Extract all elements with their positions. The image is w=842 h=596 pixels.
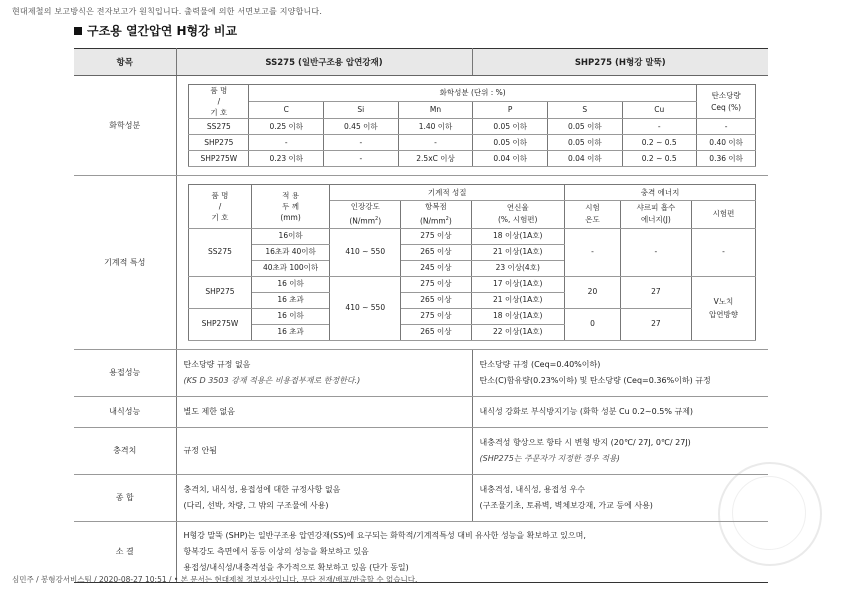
impact-group-head: 충격 에너지 xyxy=(564,185,755,201)
chem-row xyxy=(74,76,768,176)
yield-head: 항복점 $(N/mm^2)$ xyxy=(401,201,472,229)
header-row xyxy=(74,49,768,76)
mech-label: 기계적 특성 xyxy=(74,176,176,350)
conclusion-label: 소 결 xyxy=(74,521,176,582)
impact-row xyxy=(74,427,768,474)
top-notice: 현대제철의 보고방식은 전자보고가 원칙입니다. 출력물에 의한 서면보고를 지양합니다. xyxy=(12,7,323,16)
mech-shp275-row-2: 16 초과 265 이상 21 이상(1A호) xyxy=(189,292,756,308)
specimen-vnotch: V노치 압연방향 xyxy=(691,276,756,340)
mech-ss275-row-2: 16초과 40이하 265 이상 21 이상(1A호) xyxy=(189,244,756,260)
weld-label: 용접성능 xyxy=(74,349,176,396)
tensile-head: 인장강도 $(N/mm^2)$ xyxy=(330,201,401,229)
weld-row xyxy=(74,349,768,396)
corrosion-shp275: 내식성 강화로 부식방지기능 (화학 성분 Cu 0.2~0.5% 규제) xyxy=(472,396,768,427)
conclusion-text: H형강 말뚝 (SHP)는 일반구조용 압연강재(SS)에 요구되는 화학적/기계적특성 대비 유사한 성능을 확보하고 있으며, 항복강도 측면에서 동등 이상의 성능을 확보하고 있음 용접성/내식성/내충격성을 추가적으로 확보하고 있음 (단가 동일) xyxy=(176,521,768,582)
chem-el-si: Si xyxy=(324,102,399,119)
mech-thick-head: 적 용 두 께 (mm) xyxy=(251,185,330,229)
mech-table xyxy=(188,184,756,341)
chem-row-shp275w: SHP275W 0.23 이하 - 2.5xC 이상 0.04 이하 0.04 이하 0.2 ~ 0.5 0.36 이하 xyxy=(189,151,756,167)
corrosion-row xyxy=(74,396,768,427)
chem-grade-head: 품 명 / 기 호 xyxy=(189,85,249,119)
mech-cell xyxy=(176,176,768,350)
chem-group-head: 화학성분 (단위 : %) xyxy=(249,85,696,102)
mech-ss275-row-1: SS275 16이하 410 ~ 550 275 이상 18 이상(1A호) - - - xyxy=(189,228,756,244)
square-bullet-icon xyxy=(74,27,82,35)
chem-cell xyxy=(176,76,768,176)
chem-row-ss275: SS275 0.25 이하 0.45 이하 1.40 이하 0.05 이하 0.05 이하 - - xyxy=(189,119,756,135)
conclusion-row xyxy=(74,521,768,582)
chem-el-c: C xyxy=(249,102,324,119)
weld-shp275: 탄소당량 규정 (Ceq=0.40%이하) 탄소(C)함유량(0.23%이하) 및 탄소당량 (Ceq=0.36%이하) 규정 xyxy=(472,349,768,396)
specimen-head: 시험편 xyxy=(691,201,756,229)
mech-shp275-row-1: SHP275 16 이하 410 ~ 550 275 이상 17 이상(1A호) 20 27 V노치 압연방향 xyxy=(189,276,756,292)
mech-grade-head: 품 명 / 기 호 xyxy=(189,185,251,229)
page-title-text: 구조용 열간압연 H형강 비교 xyxy=(87,24,238,38)
chem-el-cu: Cu xyxy=(622,102,696,119)
footer-note: 심민주 / 봉형강서비스팀 / 2020-08-27 10:51 / • 본 문서는 현대제철 정보자산입니다. 무단 전재/배포/반출할 수 없습니다. xyxy=(12,575,418,584)
mech-shp275w-row-2: 16 초과 265 이상 22 이상(1A호) xyxy=(189,324,756,340)
charpy-head: 샤르피 흡수 에너지(J) xyxy=(621,201,692,229)
header-item: 항목 xyxy=(74,49,176,76)
summary-row xyxy=(74,474,768,521)
summary-ss275: 충격치, 내식성, 용접성에 대한 규정사항 없음 (다리, 선박, 차량, 그 밖의 구조물에 사용) xyxy=(176,474,472,521)
summary-shp275: 내충격성, 내식성, 용접성 우수 (구조물기초, 토류벽, 벽체보강재, 가교 등에 사용) xyxy=(472,474,768,521)
mech-shp275w-row-1: SHP275W 16 이하 275 이상 18 이상(1A호) 0 27 xyxy=(189,308,756,324)
header-ss275: SS275 (일반구조용 압연강재) xyxy=(176,49,472,76)
weld-ss275: 탄소당량 규정 없음 (KS D 3503 강재 적용은 비용접부재로 한정한다.) xyxy=(176,349,472,396)
chem-el-p: P xyxy=(473,102,548,119)
corrosion-ss275: 별도 제한 없음 xyxy=(176,396,472,427)
chem-el-s: S xyxy=(547,102,622,119)
corrosion-label: 내식성능 xyxy=(74,396,176,427)
mech-ss275-row-3: 40초과 100이하 245 이상 23 이상(4호) xyxy=(189,260,756,276)
ceq-head: 탄소당량 Ceq (%) xyxy=(696,85,755,119)
page-title xyxy=(74,22,237,39)
header-shp275: SHP275 (H형강 말뚝) xyxy=(472,49,768,76)
chem-row-shp275: SHP275 - - - 0.05 이하 0.05 이하 0.2 ~ 0.5 0.40 이하 xyxy=(189,135,756,151)
chem-el-mn: Mn xyxy=(398,102,473,119)
impact-ss275: 규정 안됨 xyxy=(176,427,472,474)
mech-group-head: 기계적 성질 xyxy=(330,185,564,201)
impact-label: 충격치 xyxy=(74,427,176,474)
chem-label: 화학성분 xyxy=(74,76,176,176)
comparison-table xyxy=(74,48,768,583)
temp-head: 시험 온도 xyxy=(564,201,620,229)
mech-row xyxy=(74,176,768,350)
impact-shp275: 내충격성 향상으로 항타 시 변형 방지 (20℃/ 27J, 0℃/ 27J) (SHP275는 주문자가 지정한 경우 적용) xyxy=(472,427,768,474)
summary-label: 종 합 xyxy=(74,474,176,521)
chem-table xyxy=(188,84,756,167)
elong-head: 연신율 (%, 시험편) xyxy=(471,201,564,229)
